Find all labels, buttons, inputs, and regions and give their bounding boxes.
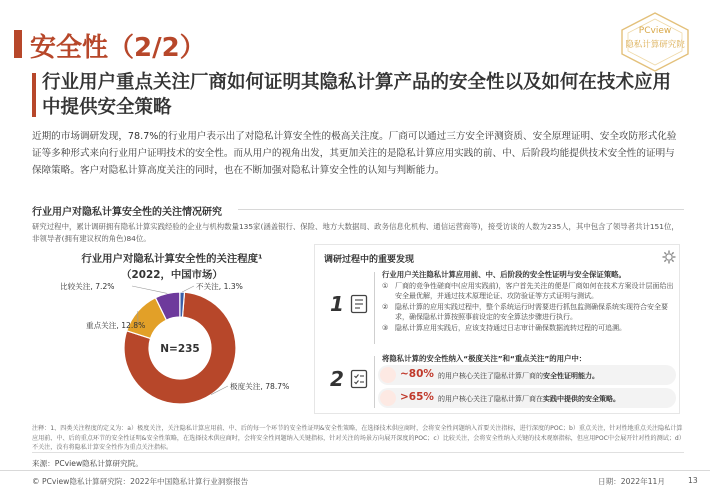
- chart-center-label: N=235: [160, 343, 200, 355]
- logo-text-institute: 隐私计算研究院: [625, 40, 685, 50]
- stat-row: [378, 365, 676, 385]
- footer-copyright: © PCview隐私计算研究院：2022年中国隐私计算行业洞察报告: [32, 477, 249, 486]
- finding-1-divider: [374, 272, 375, 344]
- gear-icon: [662, 250, 676, 264]
- shield-icon: [380, 390, 396, 406]
- source-note: 来源：PCview隐私计算研究院。: [32, 459, 143, 468]
- finding-1-number: 1: [330, 292, 344, 316]
- target-icon: [380, 367, 396, 383]
- logo-text-brand: PCview: [638, 26, 672, 36]
- footer-divider: [0, 470, 710, 471]
- stat-text: [438, 394, 620, 404]
- stat-text-emphasis: 安全性证明能力。: [543, 372, 599, 380]
- list-item-text: 隐私计算应用实践后，应该支持通过日志审计确保数据流转过程的可追溯。: [395, 324, 626, 332]
- finding-2-number: 2: [330, 367, 344, 391]
- stat-value: ~80%: [400, 368, 434, 380]
- footnote-divider: [32, 452, 684, 453]
- stat-text: [438, 371, 599, 381]
- attention-donut-chart: [60, 276, 300, 416]
- finding-1-list: [382, 281, 678, 334]
- chart-title: 行业用户对隐私计算安全性的关注程度¹: [81, 253, 263, 265]
- section-title: 行业用户对隐私计算安全性的关注情况研究: [32, 207, 222, 218]
- pie-slice-label: 极度关注, 78.7%: [230, 382, 290, 391]
- finding-2-title: 将隐私计算的安全性纳入“极度关注”和“重点关注”的用户中：: [382, 354, 587, 363]
- stat-text-emphasis: 实践中提供的安全策略。: [543, 395, 620, 403]
- subtitle-accent-bar: [32, 73, 36, 117]
- checklist-icon: [350, 369, 368, 389]
- stat-text-main: 的用户核心关注了隐私计算厂商的: [438, 372, 543, 380]
- list-item: [382, 302, 678, 322]
- list-item-text: 隐私计算的应用实践过程中，整个系统运行时需要进行抓包监测确保系统实现符合安全要求，确保隐私计算按照事前设定的安全算法步骤进行执行。: [395, 303, 668, 321]
- stat-value: >65%: [400, 391, 434, 403]
- finding-1-title: 行业用户关注隐私计算应用前、中、后阶段的安全性证明与安全保证策略。: [382, 270, 626, 279]
- pie-slice-label: 比较关注, 7.2%: [60, 282, 115, 291]
- page-title: 安全性（2/2）: [30, 33, 206, 63]
- intro-paragraph: 近期的市场调研发现，78.7%的行业用户表示出了对隐私计算安全性的极高关注度。厂商可以通过三方安全评测资质、安全原理证明、安全攻防形式化验证等多种形式来向行业用户证明技术的安全性。而从用户的视角出发，其更加关注的是隐私计算应用实践的前、中、后阶段均能提供技术安全性的证明与保障策略。客户对隐私计算高度关注的同时，也在不断加强对隐私计算安全性的认知与判断能力。: [32, 131, 677, 176]
- page-subtitle: 行业用户重点关注厂商如何证明其隐私计算产品的安全性以及如何在技术应用中提供安全策略: [42, 72, 672, 118]
- section-divider: [238, 209, 684, 210]
- title-accent-bar: [14, 30, 22, 58]
- stat-text-main: 的用户核心关注了隐私计算厂商在: [438, 395, 543, 403]
- list-item: [382, 323, 678, 333]
- list-item: [382, 281, 678, 301]
- footer-date: 日期：2022年11月: [598, 477, 665, 486]
- section-description: 研究过程中，累计调研拥有隐私计算实践经验的企业与机构数量135家(涵盖银行、保险、地方大数据局、政务信息化机构、通信运营商等)，接受访谈的人数为235人，其中包含了领导者共计151位，非领导者(拥有建议权的角色)84位。: [32, 222, 679, 243]
- stat-row: [378, 388, 676, 408]
- pie-leader-line: [182, 286, 194, 292]
- page-number: 13: [688, 476, 698, 485]
- document-icon: [350, 294, 368, 314]
- list-item-text: 厂商的竞争性磋商中(应用实践前)，客户首先关注的便是厂商如何在技术方案设计层面给出安全最优解，并通过技术原理论证、攻防验证等方式证明与测试。: [395, 282, 674, 300]
- chart-subtitle: （2022，中国市场）: [121, 269, 223, 281]
- finding-2-divider: [374, 356, 375, 408]
- pie-leader-line: [132, 286, 167, 293]
- pie-slice-label: 重点关注, 12.8%: [86, 321, 146, 330]
- footnote: 注释：1、四类关注程度的定义为：a）极度关注，关注隐私计算应用前、中、后的每一个环节的安全性证明&安全性策略，在选择技术供应商时，会将安全性问题纳入首要关注指标，进行深度的POC；b）重点关注，针对性地重点关注隐私计算应用前、中、后的重点环节的安全性证明&安全性策略，在选择技术供应商时，会将安全性问题纳入关键指标，针对关注的场景方向展开深度的POC；c）比较关注，会将安全性纳入关键的技术观察指标，但应用POC中会展开针对性的测试；d）不关注，没有将隐私计算安全性作为重点关注指标。: [32, 425, 683, 452]
- list-item-marker: ①: [382, 282, 389, 290]
- findings-panel-title: 调研过程中的重要发现: [324, 255, 415, 265]
- list-item-marker: ②: [382, 303, 389, 311]
- pie-slice-label: 不关注, 1.3%: [196, 282, 243, 291]
- list-item-marker: ③: [382, 324, 389, 332]
